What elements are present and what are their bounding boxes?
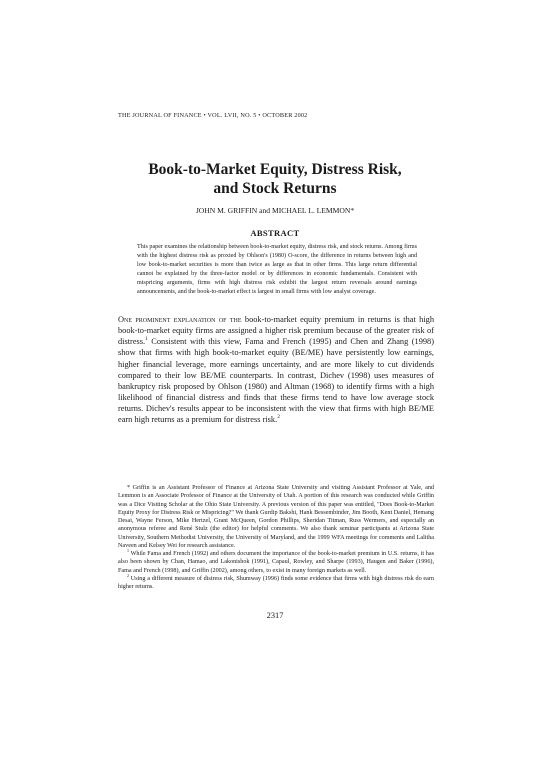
footnote-ref-2[interactable]: 2 xyxy=(277,414,280,421)
footnote-2 xyxy=(118,572,434,592)
title-line-1: Book-to-Market Equity, Distress Risk, xyxy=(148,161,402,178)
body-lead-in: One prominent explanation of the xyxy=(118,315,242,324)
footnote-1 xyxy=(118,547,434,575)
footnote-1-text: While Fama and French (1992) and others document the importance of the book-to-market premium in U.S. returns, it has also been shown by Chan, Hamao, and Lakonishok (1991), Capaul, Rowley, and Sharpe (1993), Haugen and Baker (1996), Fama and French (1998), and Griffin (2002), among others, to exist in many foreign markets as well. xyxy=(118,551,434,574)
body-paragraph xyxy=(118,314,434,426)
body-text-1: book-to-market equity premium in returns is that high book-to-market equity firms are assigned a higher risk premium because of the greater risk of distress. xyxy=(118,315,434,347)
article-title xyxy=(0,160,550,198)
running-head: THE JOURNAL OF FINANCE • VOL. LVII, NO. 5 • OCTOBER 2002 xyxy=(118,112,308,119)
body-text-2: Consistent with this view, Fama and French (1995) and Chen and Zhang (1998) show that firms with high book-to-market equity (BE/ME) have persistently low earnings, higher financial leverage, more earnings uncertainty, and are more likely to cut dividends compared to their low BE/ME counterparts. In contrast, Dichev (1998) uses measures of bankruptcy risk proposed by Ohlson (1980) and Altman (1968) to identify firms with a high likelihood of financial distress and finds that these firms tend to have low average stock returns. Dichev's results appear to be inconsistent with the view that firms with high BE/ME earn high returns as a premium for distress risk. xyxy=(118,337,434,425)
page-number: 2317 xyxy=(266,611,284,620)
title-line-2: and Stock Returns xyxy=(213,180,337,197)
author-line: JOHN M. GRIFFIN and MICHAEL L. LEMMON* xyxy=(195,206,355,215)
footnote-2-text: Using a different measure of distress risk, Shumway (1996) finds some evidence that firms with high distress risk do earn higher returns. xyxy=(118,575,434,590)
abstract-text: This paper examines the relationship between book-to-market equity, distress risk, and stock returns. Among firms with the highest distress risk as proxied by Ohlson's (1980) O-score, the difference in returns between high and low book-to-market securities is more than twice as large as that in other firms. This large return differential cannot be explained by the three-factor model or by differences in economic fundamentals. Consistent with mispricing arguments, firms with high distress risk exhibit the largest return reversals around earnings announcements, and the book-to-market effect is largest in small firms with low analyst coverage. xyxy=(137,244,417,295)
footnotes xyxy=(118,484,434,591)
footnote-ref-1[interactable]: 1 xyxy=(145,336,148,343)
footnote-author: * Griffin is an Assistant Professor of Finance at Arizona State University and visiting Assistant Professor at Yale, and Lemmon is an Associate Professor of Finance at the University of Utah. A portion of this research was conducted while Griffin was a Dice Visiting Scholar at the Ohio State University. A previous version of this paper was entitled, "Does Book-to-Market Equity Proxy for Distress Risk or Mispricing?" We thank Gurdip Bakshi, Hank Bessembinder, Jim Booth, Kent Daniel, Hemang Desai, Wayne Ferson, Mike Hertzel, Grant McQueen, Gordon Phillips, Sheridan Titman, Russ Wermers, and especially an anonymous referee and René Stulz (the editor) for helpful comments. We also thank seminar participants at Arizona State University, Southern Methodist University, the University of Maryland, and the 1999 WFA meetings for comments and Lalitha Naveen and Kelsey Wei for research assistance. xyxy=(118,485,434,549)
footnote-1-mark: 1 xyxy=(127,547,129,553)
footnote-2-mark: 2 xyxy=(127,572,129,578)
abstract-heading: ABSTRACT xyxy=(250,228,300,238)
